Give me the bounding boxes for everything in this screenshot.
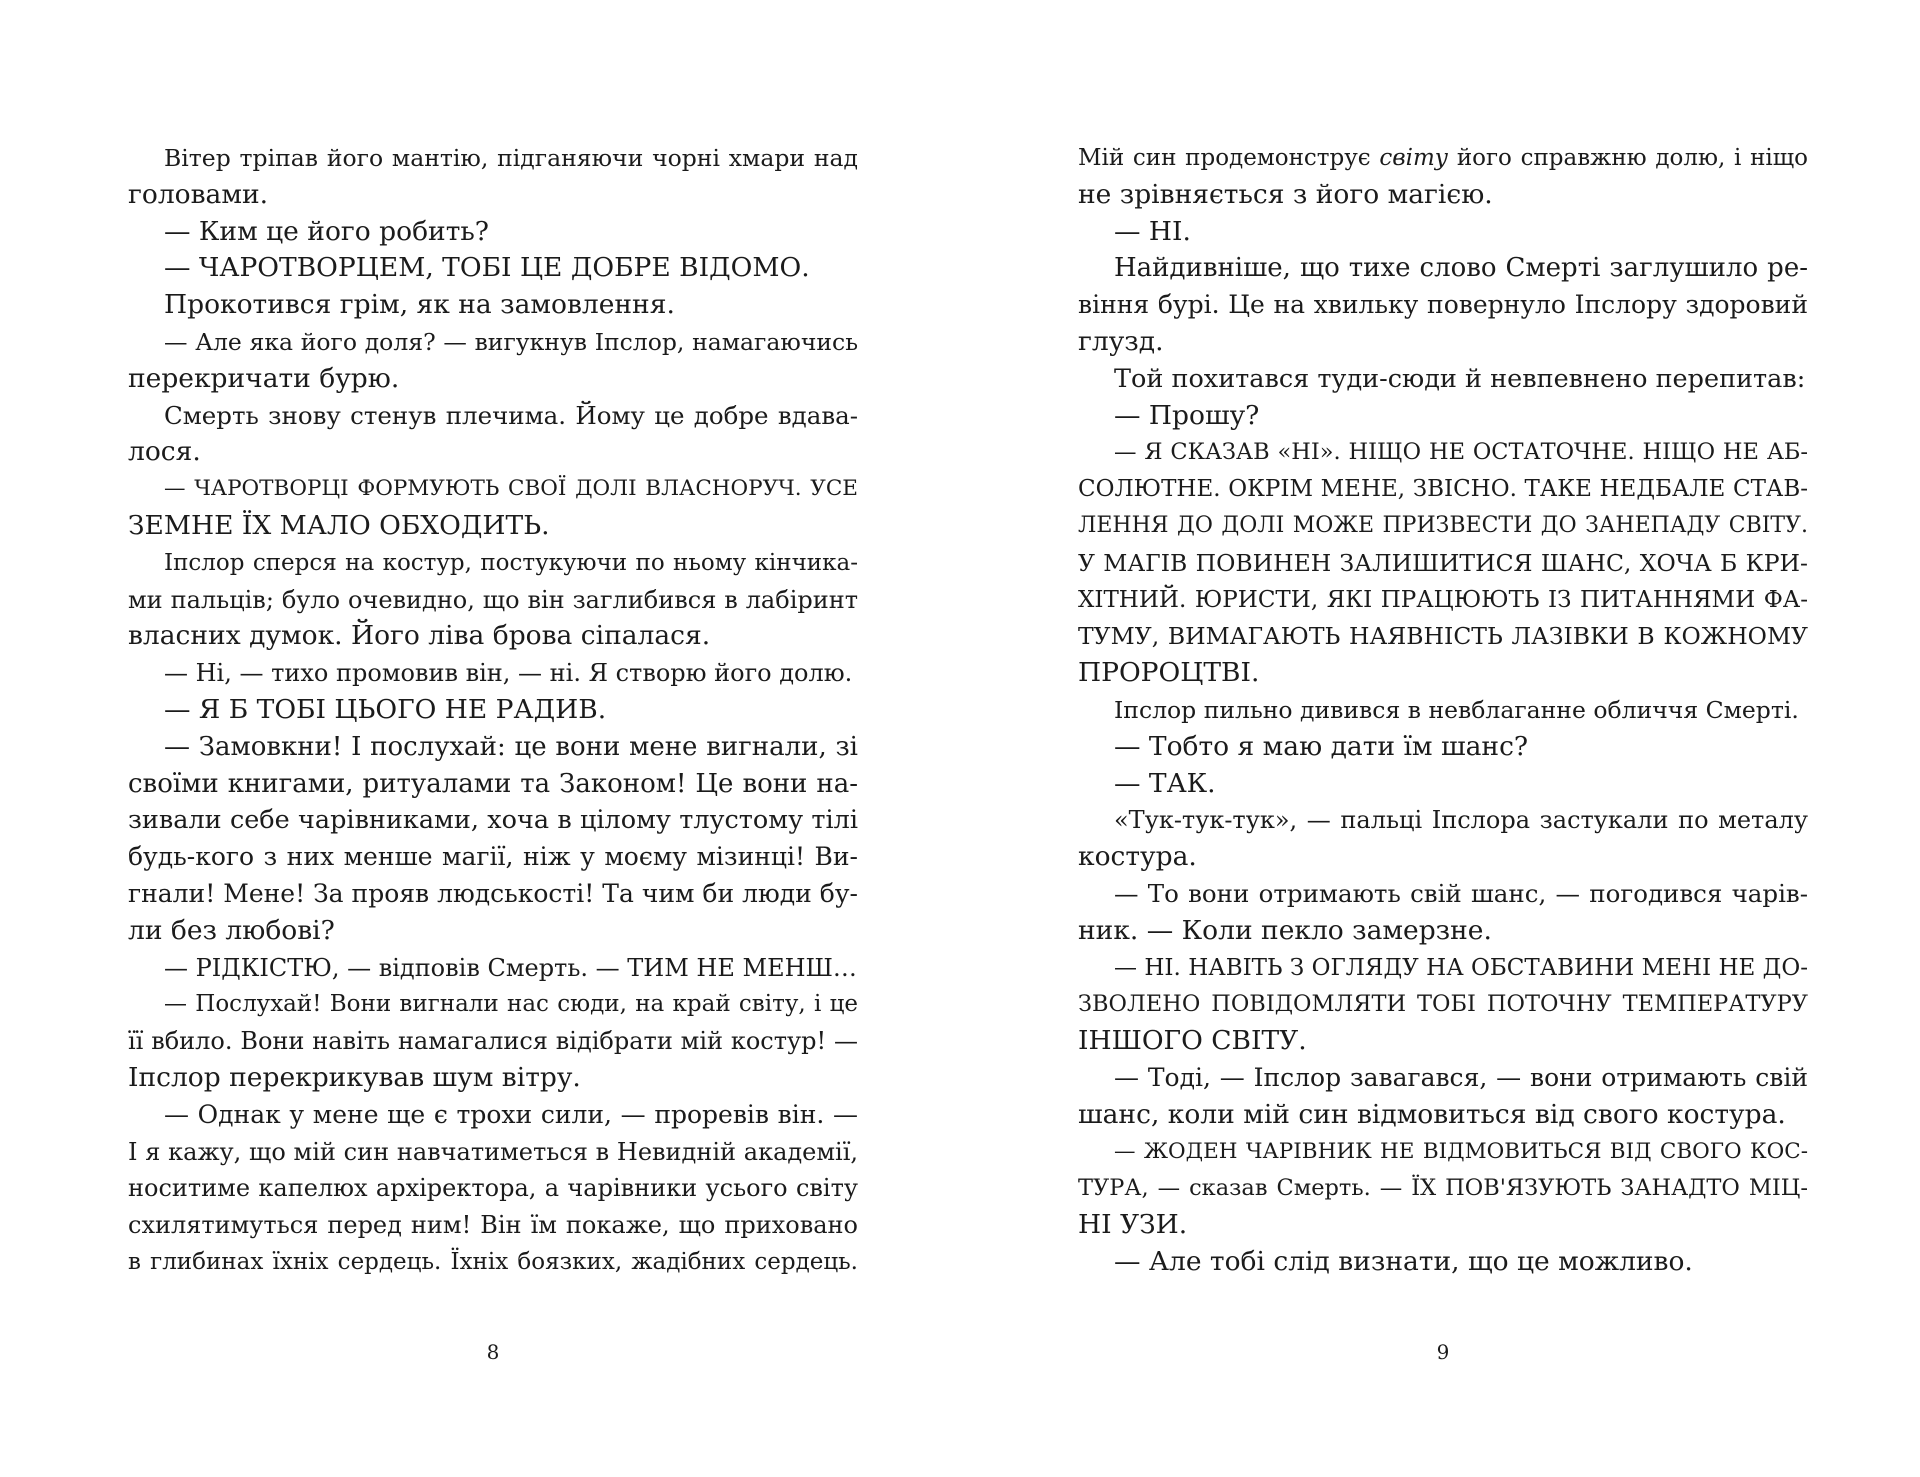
text-line: — Прошу? <box>1114 399 1260 431</box>
text-line: У МАГІВ ПОВИНЕН ЗАЛИШИТИСЯ ШАНС, ХОЧА Б КРИ- <box>1078 548 1808 577</box>
text-line: ТУРА, — сказав Смерть. — ЇХ ПОВ'ЯЗУЮТЬ ЗАНАДТО МІЦ- <box>1078 1175 1808 1202</box>
text-line: — ЧАРОТВОРЦЕМ, ТОБІ ЦЕ ДОБРЕ ВІДОМО. <box>164 252 810 284</box>
text-line: своїми книгами, ритуалами та Законом! Це вони на- <box>128 768 858 799</box>
text-line: Іпслор сперся на костур, постукуючи по ньому кінчика- <box>164 549 858 576</box>
text-line: НІ УЗИ. <box>1078 1209 1188 1241</box>
text-line: — Послухай! Вони вигнали нас сюди, на край світу, і це <box>164 991 858 1018</box>
text-line: СОЛЮТНЕ. ОКРІМ МЕНЕ, ЗВІСНО. ТАКЕ НЕДБАЛЕ СТАВ- <box>1078 476 1808 503</box>
text-line: ЛЕННЯ ДО ДОЛІ МОЖЕ ПРИЗВЕСТИ ДО ЗАНЕПАДУ СВІТУ. <box>1078 512 1808 538</box>
text-segment: Мій син продемонструє <box>1078 145 1380 171</box>
text-line: — Але яка його доля? — вигукнув Іпслор, намагаючись <box>164 327 858 356</box>
text-line: Іпслор пильно дивився в невблаганне обличчя Смерті. <box>1114 695 1799 724</box>
text-line: ІНШОГО СВІТУ. <box>1078 1025 1307 1057</box>
text-line: «Тук-тук-тук», — пальці Іпслора застукали по металу <box>1114 806 1808 835</box>
text-line: — Тобто я маю дати їм шанс? <box>1114 730 1529 762</box>
text-line: — Ні, — тихо промовив він, — ні. Я створю його долю. <box>164 659 853 688</box>
text-line: Найдивніше, що тихе слово Смерті заглушило ре- <box>1114 253 1808 284</box>
text-line: Смерть знову стенув плечима. Йому це добре вдава- <box>164 400 858 430</box>
text-line: її вбило. Вони навіть намагалися відібрати мій костур! — <box>128 1027 858 1056</box>
text-line: — Однак у мене ще є трохи сили, — проревів він. — <box>164 1099 858 1129</box>
text-line: перекричати бурю. <box>128 362 400 394</box>
text-line: Іпслор перекрикував шум вітру. <box>128 1061 581 1093</box>
text-line: ПРОРОЦТВІ. <box>1078 657 1260 689</box>
text-line: в глибинах їхніх сердець. Їхніх боязких, жадібних сердець. <box>128 1248 858 1275</box>
text-line: шанс, коли мій син відмовиться від свого костура. <box>1078 1098 1786 1130</box>
left-page-text <box>128 140 858 1281</box>
text-line: Вітер тріпав його мантію, підганяючи чорні хмари над <box>164 144 858 172</box>
text-line: ХІТНИЙ. ЮРИСТИ, ЯКІ ПРАЦЮЮТЬ ІЗ ПИТАННЯМИ ФА- <box>1078 586 1808 613</box>
text-line: глузд. <box>1078 325 1164 357</box>
text-line: ЗВОЛЕНО ПОВІДОМЛЯТИ ТОБІ ПОТОЧНУ ТЕМПЕРАТУРУ <box>1078 991 1808 1018</box>
text-line: власних думок. Його ліва брова сіпалася. <box>128 620 711 652</box>
text-line: носитиме капелюх архіректора, а чарівники усього світу <box>128 1174 858 1203</box>
text-line: костура. <box>1078 841 1197 873</box>
text-line: — Але тобі слід визнати, що це можливо. <box>1114 1245 1693 1277</box>
text-line: І я кажу, що мій син навчатиметься в Невидній академії, <box>128 1137 858 1166</box>
right-page-text <box>1078 140 1808 1281</box>
text-line: — НІ. <box>1114 215 1191 247</box>
text-line <box>1078 140 1808 177</box>
text-line: віння бурі. Це на хвильку повернуло Іпслору здоровий <box>1078 290 1808 320</box>
text-line: — НІ. НАВІТЬ З ОГЛЯДУ НА ОБСТАВИНИ МЕНІ НЕ ДО- <box>1114 954 1808 981</box>
text-line: — РІДКІСТЮ, — відповів Смерть. — ТИМ НЕ МЕНШ… <box>164 953 857 982</box>
text-line: головами. <box>128 178 269 210</box>
text-line: — Замовкни! І послухай: це вони мене вигнали, зі <box>164 731 858 762</box>
text-line: лося. <box>128 436 201 468</box>
text-line: зивали себе чарівниками, хоча в цілому тлустому тілі <box>128 805 858 836</box>
text-line: — Я СКАЗАВ «НІ». НІЩО НЕ ОСТАТОЧНЕ. НІЩО НЕ АБ- <box>1114 439 1808 466</box>
text-line: гнали! Мене! За прояв людськості! Та чим би люди бу- <box>128 878 858 908</box>
text-line: ми пальців; було очевидно, що він заглибився в лабіринт <box>128 585 858 614</box>
text-line: Прокотився грім, як на замовлення. <box>164 289 675 321</box>
text-line: ник. — Коли пекло замерзне. <box>1078 914 1492 946</box>
text-line: Той похитався туди-сюди й невпевнено перепитав: <box>1114 363 1806 394</box>
right-page-number: 9 <box>1436 1340 1450 1364</box>
left-page-number: 8 <box>486 1340 500 1364</box>
text-line: ли без любові? <box>128 914 335 946</box>
text-line: ТУМУ, ВИМАГАЮТЬ НАЯВНІСТЬ ЛАЗІВКИ В КОЖНОМУ <box>1078 622 1808 651</box>
text-line: — Тоді, — Іпслор завагався, — вони отримають свій <box>1114 1062 1808 1092</box>
text-line: не зрівняється з його магією. <box>1078 178 1493 210</box>
text-line: — То вони отримають свій шанс, — погодився чарів- <box>1114 878 1808 908</box>
italic-text: світу <box>1379 145 1449 171</box>
text-line: — ТАК. <box>1114 767 1216 799</box>
text-line: — Ким це його робить? <box>164 215 489 247</box>
text-line: — Я Б ТОБІ ЦЬОГО НЕ РАДИВ. <box>164 693 607 725</box>
text-segment: його справжню долю, і ніщо <box>1448 145 1808 171</box>
text-line: — ЧАРОТВОРЦІ ФОРМУЮТЬ СВОЇ ДОЛІ ВЛАСНОРУЧ. УСЕ <box>164 476 858 502</box>
text-line: — ЖОДЕН ЧАРІВНИК НЕ ВІДМОВИТЬСЯ ВІД СВОГО КОС- <box>1114 1138 1808 1164</box>
text-line: схилятимуться перед ним! Він їм покаже, що приховано <box>128 1211 858 1240</box>
text-line: будь-кого з них менше магії, ніж у моєму мізинці! Ви- <box>128 842 858 872</box>
text-line: ЗЕМНЕ ЇХ МАЛО ОБХОДИТЬ. <box>128 509 550 541</box>
